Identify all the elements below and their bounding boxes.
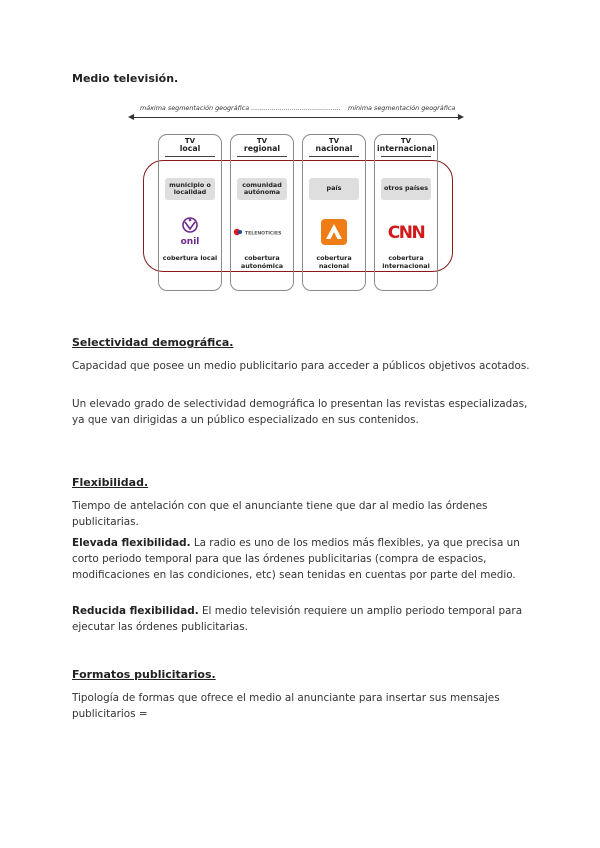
- column-tv-nacional: [302, 134, 366, 291]
- column-header: [159, 135, 221, 153]
- column-area-box: país: [309, 178, 359, 200]
- column-divider: [309, 156, 359, 157]
- column-tv-label: TV: [400, 137, 412, 145]
- axis-line: [130, 117, 462, 118]
- column-tv-internacional: [374, 134, 438, 291]
- section-heading-formatos: Formatos publicitarios.: [72, 668, 216, 681]
- column-area-box: municipio o localidad: [165, 178, 215, 200]
- column-scope-label: regional: [243, 144, 281, 153]
- paragraph-reducida-flexibilidad: [72, 603, 538, 635]
- tv-coverage-diagram: [128, 104, 464, 296]
- column-coverage-label: cobertura autonómica: [240, 254, 284, 270]
- onil-logo: [159, 215, 221, 249]
- telenoticies-logo: [231, 215, 293, 249]
- antena3-logo: [303, 215, 365, 249]
- column-tv-label: TV: [256, 137, 268, 145]
- column-area-box: comunidad autónoma: [237, 178, 287, 200]
- cnn-logo-text: CNN: [387, 223, 425, 242]
- column-coverage-label: cobertura local: [162, 254, 218, 262]
- bold-term: Reducida flexibilidad.: [72, 605, 199, 617]
- column-scope-label: internacional: [376, 144, 436, 153]
- column-coverage-label: cobertura nacional: [316, 254, 352, 270]
- paragraph-elevada-flexibilidad: [72, 535, 538, 583]
- telenoticies-logo-text: TELENOTICIES: [245, 231, 282, 237]
- onil-logo-text: onil: [180, 237, 200, 247]
- bold-term: Elevada flexibilidad.: [72, 537, 191, 549]
- paragraph-text: La radio es uno de los medios más flexibles, ya que precisa un corto periodo temporal para que las órdenes publicitarias (compra de espacios, modificaciones en las condiciones, etc) sean tenidas en cuentas por parte del medio.: [72, 537, 520, 581]
- column-area-box: otros países: [381, 178, 431, 200]
- axis-label-min: mínima segmentación geográfica: [348, 104, 456, 112]
- axis-arrow-right-icon: [458, 114, 464, 120]
- paragraph: Tipología de formas que ofrece el medio al anunciante para insertar sus mensajes publicitarios =: [72, 692, 500, 720]
- column-header: [231, 135, 293, 153]
- column-tv-label: TV: [184, 137, 196, 145]
- column-header: [375, 135, 437, 153]
- column-scope-label: local: [179, 144, 201, 153]
- paragraph: Tiempo de antelación con que el anunciante tiene que dar al medio las órdenes publicitarias.: [72, 500, 488, 528]
- paragraph: Un elevado grado de selectividad demográfica lo presentan las revistas especializadas, ya que van dirigidas a un público especializado en sus contenidos.: [72, 398, 528, 426]
- column-tv-label: TV: [328, 137, 340, 145]
- column-coverage-label: cobertura internacional: [382, 254, 430, 270]
- section-heading-flexibilidad: Flexibilidad.: [72, 476, 149, 489]
- column-divider: [381, 156, 431, 157]
- column-scope-label: nacional: [315, 144, 353, 153]
- paragraph: Capacidad que posee un medio publicitario para acceder a públicos objetivos acotados.: [72, 360, 530, 372]
- antena3-logo-image: [321, 219, 347, 245]
- paragraph-text: El medio televisión requiere un amplio periodo temporal para ejecutar las órdenes publicitarias.: [72, 605, 523, 633]
- page-title: Medio televisión.: [72, 72, 179, 85]
- column-divider: [237, 156, 287, 157]
- column-tv-regional: [230, 134, 294, 291]
- section-heading-selectividad: Selectividad demográfica.: [72, 336, 234, 349]
- column-header: [303, 135, 365, 153]
- axis-label-max: máxima segmentación geográfica ............................................: [140, 104, 341, 112]
- column-tv-local: [158, 134, 222, 291]
- column-divider: [165, 156, 215, 157]
- cnn-logo: [375, 215, 437, 249]
